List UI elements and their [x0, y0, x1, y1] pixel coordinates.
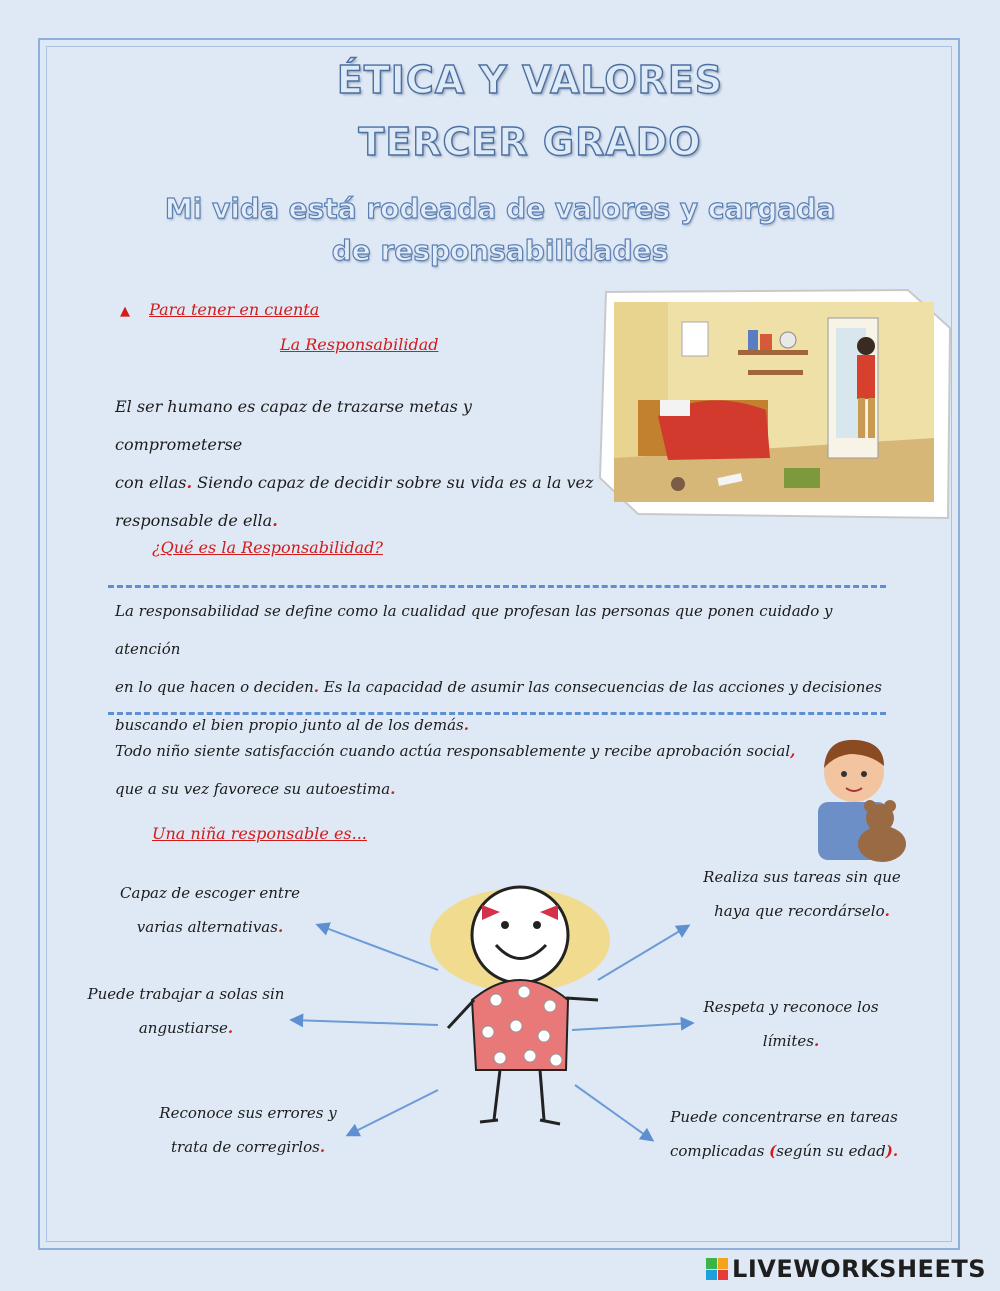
trait-3-text: trata de corregirlos — [170, 1138, 320, 1156]
arrow-to-trait-5 — [572, 1023, 692, 1030]
period-mark: . — [313, 678, 319, 696]
arrow-to-trait-6 — [575, 1085, 652, 1140]
period-mark: . — [319, 1138, 326, 1156]
trait-1-line-2 — [100, 910, 320, 944]
trait-1-text: varias alternativas — [136, 918, 278, 936]
close-paren: ) — [885, 1142, 893, 1160]
subtitle: Mi vida está rodeada de valores y cargada de responsabilidades — [164, 192, 836, 267]
section-heading-responsibility: La Responsabilidad — [280, 335, 439, 354]
trait-5-line-2 — [696, 1024, 886, 1058]
trait-4 — [692, 860, 912, 928]
trait-5-text: límites — [762, 1032, 814, 1050]
satisfaction-line-1-text: Todo niño siente satisfacción cuando actúa responsablemente y recibe aprobación social — [115, 742, 791, 760]
trait-6-line-2 — [664, 1134, 904, 1168]
trait-1-line-1: Capaz de escoger entre — [120, 884, 300, 902]
intro-line-2b: Siendo capaz de decidir sobre su vida es a la vez — [192, 473, 594, 492]
trait-1 — [100, 876, 320, 944]
trait-2-line-1: Puede trabajar a solas sin — [87, 985, 285, 1003]
period-mark: . — [884, 902, 890, 920]
definition-line-1: La responsabilidad se define como la cualidad que profesan las personas que ponen cuidado y atención — [115, 602, 833, 658]
trait-3 — [138, 1096, 358, 1164]
bullet-icon: ▲ — [120, 304, 130, 319]
trait-2 — [76, 977, 296, 1045]
period-mark: . — [813, 1032, 820, 1050]
intro-line-3-text: responsable de ella — [115, 511, 273, 530]
question-heading: ¿Qué es la Responsabilidad? — [152, 538, 383, 557]
arrow-to-trait-3 — [348, 1090, 438, 1135]
trait-2-line-2 — [76, 1011, 296, 1045]
trait-4-text: haya que recordárselo — [714, 902, 885, 920]
trait-6-line-1: Puede concentrarse en tareas — [670, 1108, 898, 1126]
logo-badge-icon — [706, 1258, 728, 1280]
period-mark: . — [277, 918, 284, 936]
period-mark: . — [227, 1019, 234, 1037]
responsible-girl-drawing — [430, 887, 610, 1124]
trait-6 — [664, 1100, 904, 1168]
definition-line-2b: Es la capacidad de asumir las consecuencias de las acciones y decisiones — [318, 678, 882, 696]
definition-line-3-text: buscando el bien propio junto al de los demás — [115, 716, 464, 734]
trait-5 — [696, 990, 886, 1058]
trait-6-note: según su edad — [776, 1142, 886, 1160]
period-mark: . — [892, 1142, 899, 1160]
title-line-1: ÉTICA Y VALORES — [336, 58, 724, 102]
trait-2-text: angustiarse — [138, 1019, 228, 1037]
satisfaction-line-2-text: que a su vez favorece su autoestima — [115, 780, 391, 798]
period-mark: . — [272, 511, 278, 530]
period-mark: . — [463, 716, 469, 734]
intro-line-2a: con ellas — [115, 473, 187, 492]
liveworksheets-logo[interactable] — [706, 1255, 986, 1283]
period-mark: . — [390, 780, 396, 798]
intro-line-1: El ser humano es capaz de trazarse metas y comprometerse — [115, 397, 472, 454]
responsible-girl-heading: Una niña responsable es... — [152, 824, 367, 843]
trait-3-line-1: Reconoce sus errores y — [159, 1104, 337, 1122]
trait-5-line-1: Respeta y reconoce los — [703, 998, 879, 1016]
trait-3-line-2 — [138, 1130, 358, 1164]
arrow-to-trait-1 — [318, 925, 438, 970]
open-paren: ( — [769, 1142, 777, 1160]
trait-4-line-2 — [692, 894, 912, 928]
definition-line-2a: en lo que hacen o deciden — [115, 678, 314, 696]
period-mark: . — [186, 473, 193, 492]
trait-4-line-1: Realiza sus tareas sin que — [703, 868, 901, 886]
title-line-2: TERCER GRADO — [358, 120, 702, 164]
comma-mark: , — [790, 742, 796, 760]
logo-text: LIVEWORKSHEETS — [732, 1255, 986, 1283]
arrow-to-trait-4 — [598, 926, 688, 980]
trait-6-text: complicadas — [669, 1142, 770, 1160]
note-label: Para tener en cuenta — [149, 300, 320, 319]
arrow-to-trait-2 — [292, 1020, 438, 1025]
